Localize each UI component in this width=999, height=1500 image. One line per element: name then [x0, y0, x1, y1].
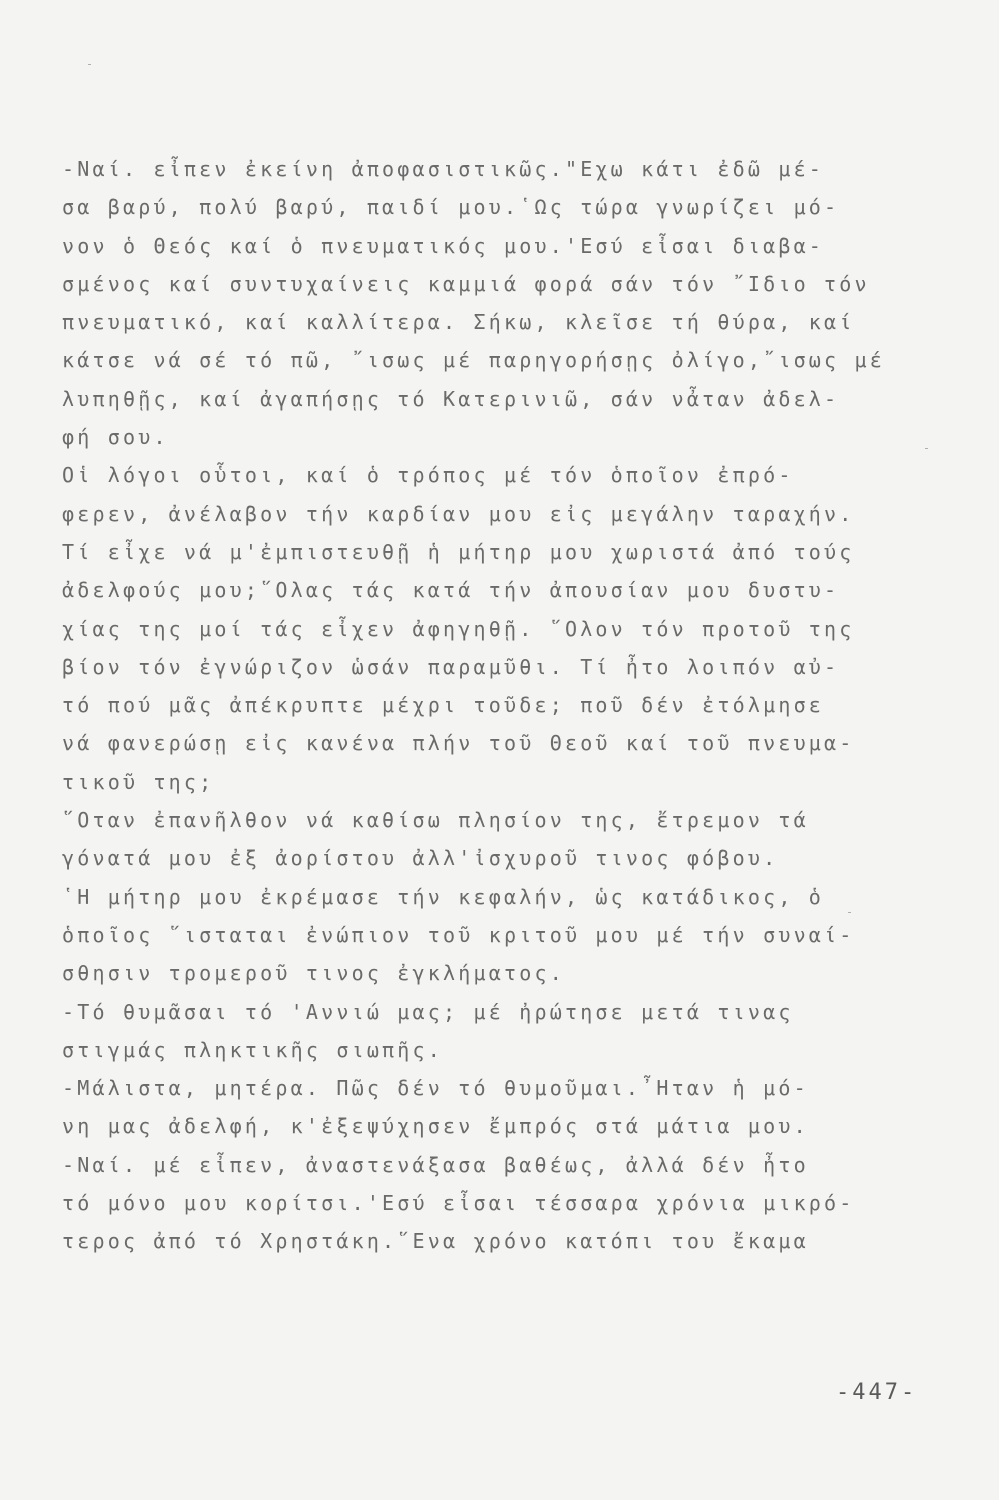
text-line: βίον τόν ἐγνώριζον ὡσάν παραμῦθι. Τί ἦτο λοιπόν αὐ- — [62, 654, 840, 679]
text-line: -Ναί. μέ εἶπεν, ἀναστενάξασα βαθέως, ἀλλά δέν ἦτο — [62, 1152, 809, 1177]
scan-speck — [925, 448, 928, 449]
text-line: γόνατά μου ἐξ ἀορίστου ἀλλ'ἰσχυροῦ τινος φόβου. — [62, 846, 779, 871]
text-line: σμένος καί συντυχαίνεις καμμιά φορά σάν τόν ῎Ιδιο τόν — [62, 271, 870, 296]
text-line: πνευματικό, καί καλλίτερα. Σήκω, κλεῖσε τή θύρα, καί — [62, 310, 855, 335]
text-line: κάτσε νά σέ τό πῶ, ῎ισως μέ παρηγορήσῃς ὀλίγο,῎ισως μέ — [62, 348, 886, 373]
text-line: ἀδελφούς μου;῞Ολας τάς κατά τήν ἀπουσίαν μου δυστυ- — [62, 578, 840, 603]
text-line: λυπηθῇς, καί ἀγαπήσῃς τό Κατερινιῶ, σάν νἆταν ἀδελ- — [62, 386, 840, 411]
text-line: νον ὁ Θεός καί ὁ πνευματικός μου.'Εσύ εἶσαι διαβα- — [62, 233, 825, 258]
text-line: -Τό θυμᾶσαι τό 'Αννιώ μας; μέ ἠρώτησε μετά τινας — [62, 999, 794, 1024]
text-line: τό μόνο μου κορίτσι.'Εσύ εἶσαι τέσσαρα χρόνια μικρό- — [62, 1191, 855, 1216]
page-number: -447- — [836, 1380, 918, 1405]
body-text — [62, 150, 922, 1261]
text-line: ῞Οταν ἐπανῆλθον νά καθίσω πλησίον της, ἔτρεμον τά — [62, 808, 809, 833]
text-line: νά φανερώσῃ εἰς κανένα πλήν τοῦ Θεοῦ καί τοῦ πνευμα- — [62, 731, 855, 756]
text-line: στιγμάς πληκτικῆς σιωπῆς. — [62, 1037, 444, 1062]
text-line: τό πού μᾶς ἀπέκρυπτε μέχρι τοῦδε; ποῦ δέν ἐτόλμησε — [62, 693, 825, 718]
text-line: φή σου. — [62, 425, 169, 450]
text-line: σθησιν τρομεροῦ τινος ἐγκλήματος. — [62, 961, 565, 986]
text-line: φερεν, ἀνέλαβον τήν καρδίαν μου εἰς μεγάλην ταραχήν. — [62, 501, 855, 526]
text-line: Οἱ λόγοι οὗτοι, καί ὁ τρόπος μέ τόν ὁποῖον ἐπρό- — [62, 463, 794, 488]
text-line: -Μάλιστα, μητέρα. Πῶς δέν τό θυμοῦμαι.῏Ηταν ἡ μό- — [62, 1076, 809, 1101]
text-line: -Ναί. εἶπεν ἐκείνη ἀποφασιστικῶς."Εχω κάτι ἐδῶ μέ- — [62, 157, 825, 181]
text-line: νη μας ἀδελφή, κ'ἐξεψύχησεν ἔμπρός στά μάτια μου. — [62, 1114, 809, 1139]
text-line: τερος ἀπό τό Χρηστάκη.῞Ενα χρόνο κατόπι του ἔκαμα — [62, 1229, 809, 1254]
scan-speck — [88, 64, 91, 65]
text-line: τικοῦ της; — [62, 769, 215, 794]
text-line: Τί εἶχε νά μ'ἐμπιστευθῇ ἡ μήτηρ μου χωριστά ἀπό τούς — [62, 539, 855, 564]
text-line: ὁποῖος ῞ισταται ἐνώπιον τοῦ κριτοῦ μου μέ τήν συναί- — [62, 922, 855, 947]
text-line: σα βαρύ, πολύ βαρύ, παιδί μου.῾Ως τώρα γνωρίζει μό- — [62, 195, 840, 220]
text-line: χίας της μοί τάς εἶχεν ἀφηγηθῇ. ῞Ολον τόν προτοῦ της — [62, 616, 855, 641]
text-line: ῾Η μήτηρ μου ἐκρέμασε τήν κεφαλήν, ὡς κατάδικος, ὁ — [62, 884, 825, 909]
